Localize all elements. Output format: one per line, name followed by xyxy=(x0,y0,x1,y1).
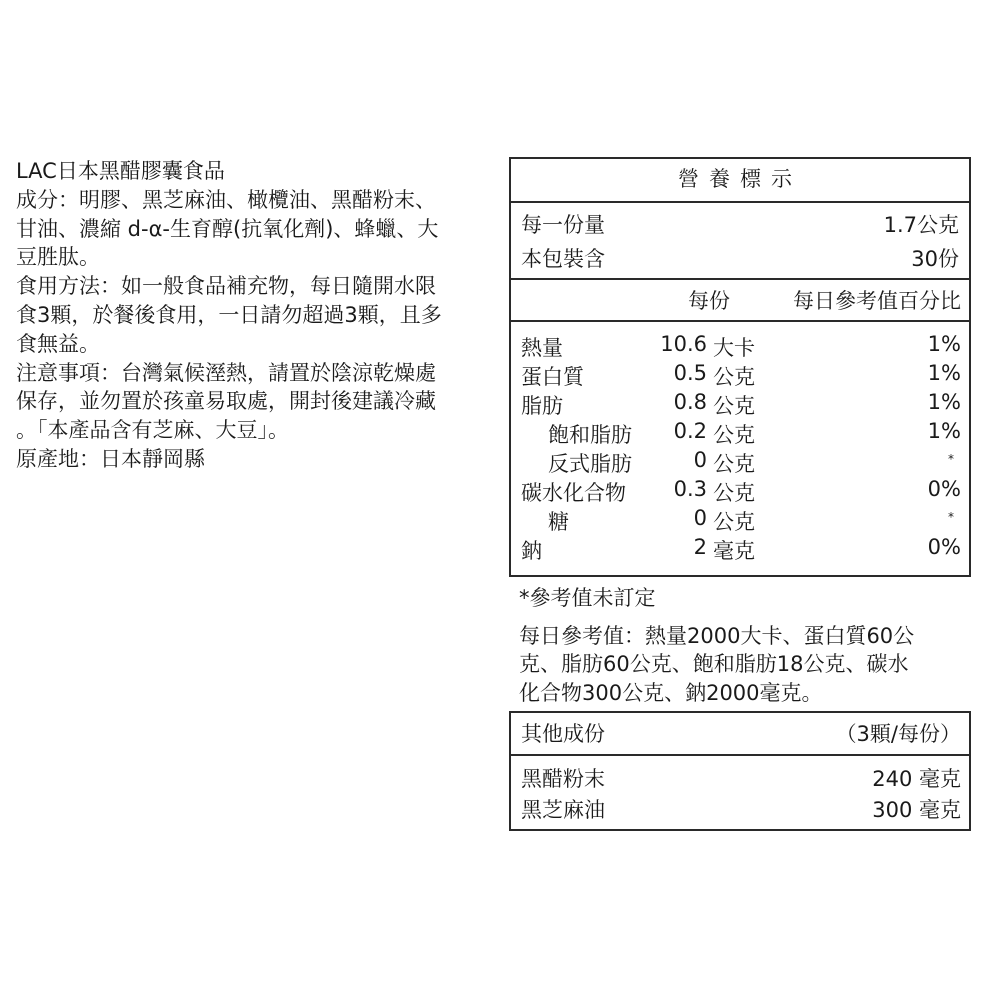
nutrient-row xyxy=(511,390,969,419)
nutrient-daily-value: 1% xyxy=(927,419,961,443)
nutrient-daily-value: 1% xyxy=(927,332,961,356)
nutrient-row xyxy=(511,448,969,477)
per-serving-header: 每份 xyxy=(688,289,730,313)
nutrient-name: 糖 xyxy=(548,510,569,534)
serving-section xyxy=(511,203,969,280)
ingredient-row xyxy=(521,794,961,824)
nutrient-unit: 公克 xyxy=(713,452,755,476)
nutrient-unit: 公克 xyxy=(713,423,755,447)
nutrient-row xyxy=(511,506,969,535)
nutrient-value: 0.2 xyxy=(673,419,707,443)
package-count-row xyxy=(521,243,959,273)
product-description xyxy=(16,157,500,474)
nutrient-name: 飽和脂肪 xyxy=(548,423,632,447)
nutrient-daily-value: 0% xyxy=(927,535,961,559)
nutrition-title: 營養標示 xyxy=(511,159,969,203)
caution-text: 注意事項：台灣氣候溼熱，請置於陰涼乾燥處 保存，並勿置於孩童易取處，開封後建議冷藏 。「本產品含有芝麻、大豆」。 xyxy=(16,360,436,443)
nutrient-value: 10.6 xyxy=(660,332,707,356)
nutrient-row xyxy=(511,332,969,361)
per-serving-note: （3顆/每份） xyxy=(835,722,961,746)
nutrient-name: 鈉 xyxy=(521,539,542,563)
other-ingredients-table xyxy=(509,711,971,831)
nutrition-column-header xyxy=(511,280,969,322)
nutrient-daily-value: 0% xyxy=(927,477,961,501)
nutrient-value: 0 xyxy=(693,506,707,530)
footnote-text: *參考值未訂定 xyxy=(519,586,656,610)
nutrient-unit: 公克 xyxy=(713,394,755,418)
other-ingredients-header xyxy=(511,713,969,756)
nutrition-table xyxy=(509,157,971,577)
daily-reference-text: 每日參考值：熱量2000大卡、蛋白質60公 克、脂肪60公克、飽和脂肪18公克、碳水 化合物300公克、鈉2000毫克。 xyxy=(519,623,915,705)
nutrient-name: 反式脂肪 xyxy=(548,452,632,476)
package-count-value: 30份 xyxy=(911,247,959,271)
serving-size-value: 1.7公克 xyxy=(883,213,959,237)
ingredient-amount: 240 毫克 xyxy=(872,767,961,791)
ingredient-row xyxy=(521,763,961,793)
nutrient-value: 0.8 xyxy=(673,390,707,414)
nutrient-row xyxy=(511,477,969,506)
product-title: LAC日本黑醋膠囊食品 xyxy=(16,159,225,183)
nutrient-daily-value: * xyxy=(948,452,954,466)
nutrient-name: 脂肪 xyxy=(521,394,563,418)
nutrient-unit: 大卡 xyxy=(713,336,755,360)
ingredient-amount: 300 毫克 xyxy=(872,798,961,822)
nutrient-value: 0 xyxy=(693,448,707,472)
other-ingredients-title: 其他成份 xyxy=(521,722,605,746)
nutrient-name: 蛋白質 xyxy=(521,365,584,389)
ingredients-text: 成分：明膠、黑芝麻油、橄欖油、黑醋粉末、 甘油、濃縮 d-α-生育醇(抗氧化劑)、蜂蠟、大 豆胜肽。 xyxy=(16,187,439,270)
nutrient-daily-value: * xyxy=(948,510,954,524)
nutrition-notes xyxy=(519,584,969,707)
nutrient-unit: 毫克 xyxy=(713,539,755,563)
nutrient-unit: 公克 xyxy=(713,481,755,505)
nutrient-row xyxy=(511,535,969,564)
serving-size-label: 每一份量 xyxy=(521,213,605,237)
nutrient-value: 0.5 xyxy=(673,361,707,385)
nutrient-daily-value: 1% xyxy=(927,361,961,385)
nutrient-unit: 公克 xyxy=(713,510,755,534)
nutrient-name: 碳水化合物 xyxy=(521,481,626,505)
nutrient-daily-value: 1% xyxy=(927,390,961,414)
nutrient-name: 熱量 xyxy=(521,336,563,360)
ingredient-name: 黑醋粉末 xyxy=(521,767,605,791)
ingredient-name: 黑芝麻油 xyxy=(521,798,605,822)
nutrient-unit: 公克 xyxy=(713,365,755,389)
nutrient-value: 2 xyxy=(693,535,707,559)
daily-value-header: 每日參考值百分比 xyxy=(793,289,961,313)
nutrient-value: 0.3 xyxy=(673,477,707,501)
usage-text: 食用方法：如一般食品補充物，每日隨開水限 食3顆，於餐後食用，一日請勿超過3顆，且多 食無益。 xyxy=(16,274,442,356)
origin-text: 原產地：日本靜岡縣 xyxy=(16,446,205,471)
nutrient-row xyxy=(511,419,969,448)
package-count-label: 本包裝含 xyxy=(521,247,605,271)
nutrient-row xyxy=(511,361,969,390)
serving-size-row xyxy=(521,209,959,239)
